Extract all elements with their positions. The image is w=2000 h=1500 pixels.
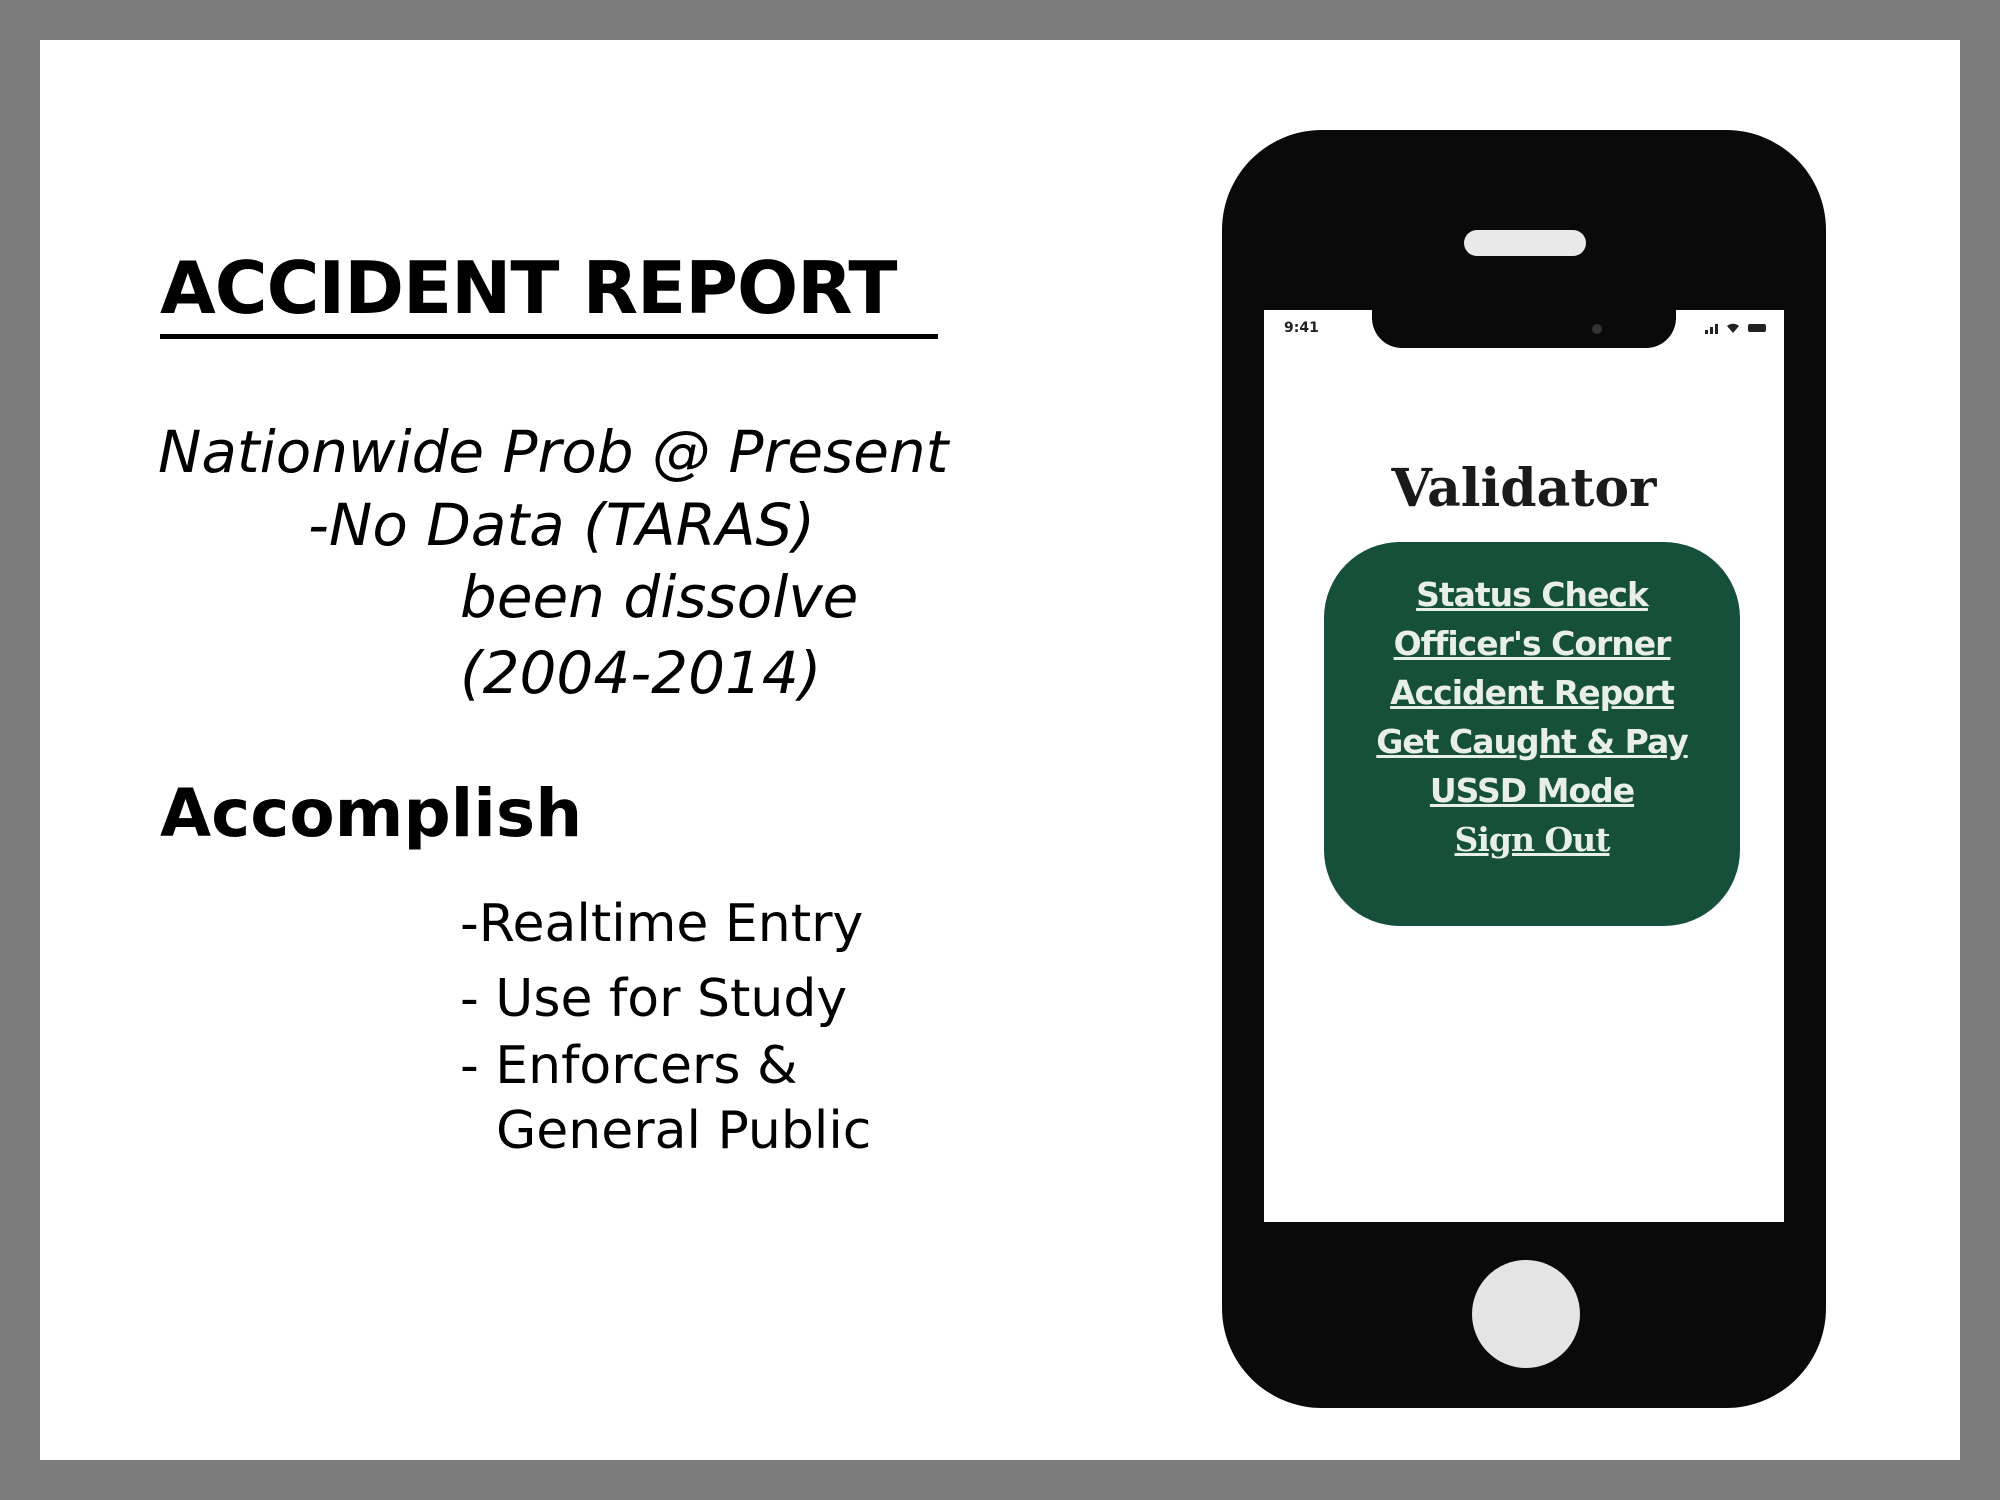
status-time: 9:41 xyxy=(1284,320,1319,336)
menu-panel xyxy=(1324,542,1740,926)
accomplish-item-3: - Enforcers & xyxy=(460,1036,798,1096)
battery-icon xyxy=(1748,324,1766,332)
accomplish-item-1: -Realtime Entry xyxy=(460,894,864,954)
menu-list xyxy=(1324,570,1740,864)
menu-officers-corner[interactable]: Officer's Corner xyxy=(1393,624,1671,663)
phone-screen xyxy=(1264,310,1784,1222)
home-button[interactable] xyxy=(1472,1260,1580,1368)
problem-line-2: -No Data (TARAS) xyxy=(308,491,815,559)
accomplish-heading: Accomplish xyxy=(160,775,583,852)
problem-line-4: (2004-2014) xyxy=(460,639,822,707)
slide xyxy=(40,40,1960,1460)
camera-icon xyxy=(1592,324,1602,334)
accomplish-item-2: - Use for Study xyxy=(460,969,848,1029)
problem-line-3: been dissolve xyxy=(460,563,859,631)
menu-ussd-mode[interactable]: USSD Mode xyxy=(1429,771,1635,810)
menu-status-check[interactable]: Status Check xyxy=(1416,575,1648,614)
status-icons xyxy=(1705,322,1766,334)
menu-accident-report[interactable]: Accident Report xyxy=(1390,673,1674,712)
phone-speaker xyxy=(1464,230,1586,256)
menu-get-caught-pay[interactable]: Get Caught & Pay xyxy=(1376,722,1688,761)
phone-mockup xyxy=(1222,130,1826,1408)
title-underline xyxy=(160,334,938,339)
signal-icon xyxy=(1705,322,1718,334)
slide-title: ACCIDENT REPORT xyxy=(160,246,897,330)
phone-notch xyxy=(1372,310,1676,348)
menu-sign-out[interactable]: Sign Out xyxy=(1454,820,1610,859)
app-title: Validator xyxy=(1391,458,1657,519)
wifi-icon xyxy=(1726,323,1740,333)
accomplish-item-3-cont: General Public xyxy=(496,1101,872,1161)
problem-line-1: Nationwide Prob @ Present xyxy=(158,418,949,486)
